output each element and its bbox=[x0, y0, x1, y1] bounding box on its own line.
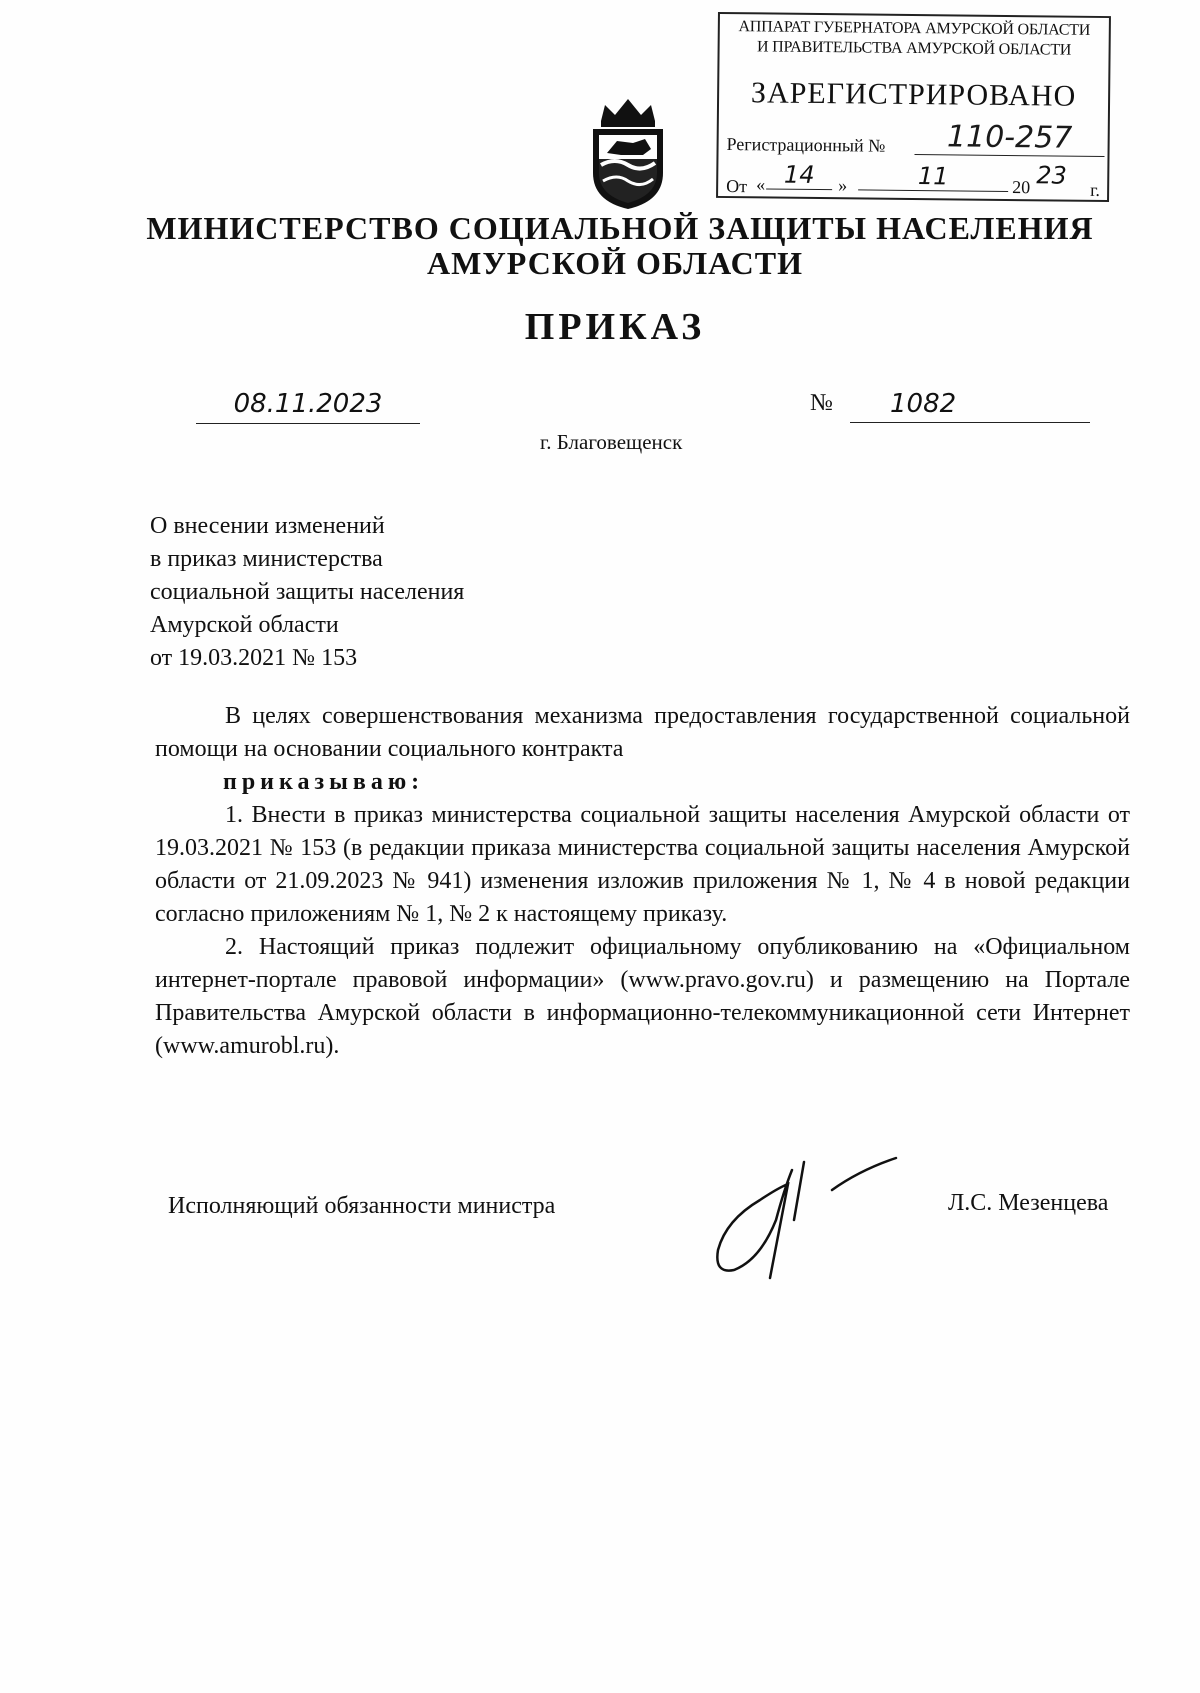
city: г. Благовещенск bbox=[540, 430, 683, 454]
registration-stamp bbox=[716, 12, 1111, 202]
stamp-reg-number: 110-257 bbox=[914, 120, 1104, 157]
stamp-day: 14 bbox=[766, 160, 832, 190]
stamp-date-label: От bbox=[726, 176, 748, 197]
signatory-name: Л.С. Мезенцева bbox=[948, 1190, 1109, 1216]
order-item-2: 2. Настоящий приказ подлежит официальному опубликованию на «Официальном интернет-портале правовой информации» (www.pravo.gov.ru) и размещению на Портале Правительства Амурской области в информационно-телекоммуникационной сети Интернет (www.amurobl.ru). bbox=[155, 934, 1130, 1059]
stamp-reg-label: Регистрационный № bbox=[726, 134, 886, 156]
subject-line: от 19.03.2021 № 153 bbox=[150, 645, 358, 671]
preamble-paragraph: В целях совершенствования механизма предоставления государственной социальной помощи на основании социального контракта bbox=[155, 703, 1130, 762]
stamp-org-line2: И ПРАВИТЕЛЬСТВА АМУРСКОЙ ОБЛАСТИ bbox=[756, 38, 1072, 59]
order-body bbox=[155, 700, 1130, 1063]
stamp-quote-close: » bbox=[838, 175, 848, 196]
number-sign: № bbox=[810, 390, 833, 416]
order-number: 1082 bbox=[850, 385, 1090, 423]
document-type: ПРИКАЗ bbox=[524, 306, 706, 348]
signatory-title: Исполняющий обязанности министра bbox=[168, 1193, 556, 1219]
stamp-quote-open: « bbox=[756, 174, 766, 195]
stamp-registered-label: ЗАРЕГИСТРИРОВАНО bbox=[750, 76, 1077, 113]
stamp-year-prefix: 20 bbox=[1012, 177, 1031, 198]
order-subject bbox=[150, 510, 464, 675]
handwritten-signature bbox=[700, 1150, 920, 1300]
subject-line: О внесении изменений bbox=[150, 513, 385, 539]
order-item-1: 1. Внести в приказ министерства социальной защиты населения Амурской области от 19.03.2021 № 153 (в редакции приказа министерства социальной защиты населения Амурской области от 21.09.2023 № 941) изменения изложив приложения № 1, № 4 в новой редакции согласно приложениям № 1, № 2 к настоящему приказу. bbox=[155, 802, 1130, 927]
order-date: 08.11.2023 bbox=[196, 385, 420, 424]
stamp-org-line1: АППАРАТ ГУБЕРНАТОРА АМУРСКОЙ ОБЛАСТИ bbox=[738, 18, 1091, 39]
order-word: приказываю: bbox=[223, 769, 425, 795]
subject-line: социальной защиты населения bbox=[150, 579, 465, 605]
subject-line: Амурской области bbox=[150, 612, 339, 638]
stamp-year-suffix: 23 bbox=[1036, 161, 1067, 190]
stamp-month: 11 bbox=[858, 161, 1008, 192]
ministry-name-line2: АМУРСКОЙ ОБЛАСТИ bbox=[427, 245, 803, 281]
coat-of-arms-icon bbox=[583, 93, 673, 213]
subject-line: в приказ министерства bbox=[150, 546, 383, 572]
ministry-name-line1: МИНИСТЕРСТВО СОЦИАЛЬНОЙ ЗАЩИТЫ НАСЕЛЕНИЯ bbox=[146, 210, 1094, 246]
stamp-year-abbr: г. bbox=[1090, 179, 1101, 200]
